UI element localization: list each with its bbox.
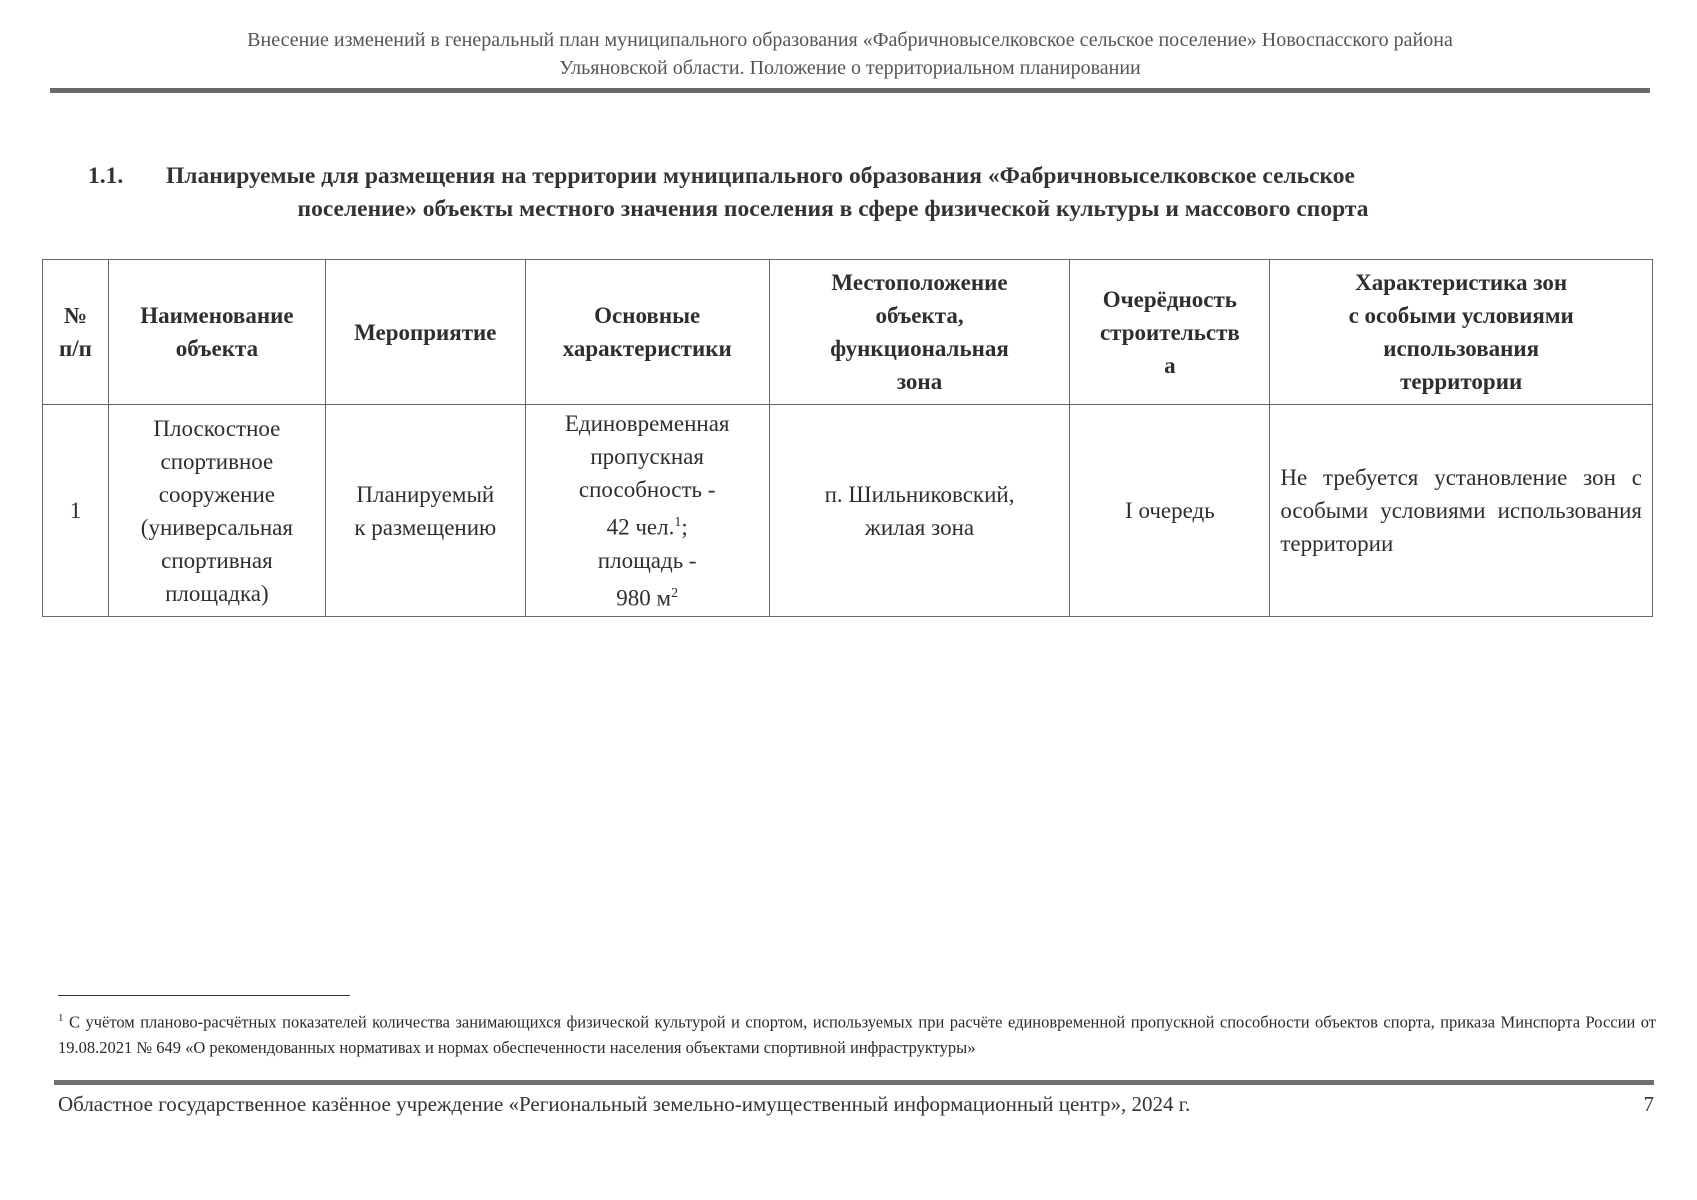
section-title-line-1: Планируемые для размещения на территории муниципального образования «Фабричновыселковское сельское xyxy=(166,163,1355,189)
header-cell-order: Очерёдность строительств а xyxy=(1070,260,1270,405)
cell-construction-order: I очередь xyxy=(1070,405,1270,617)
header-cell-name: Наименование объекта xyxy=(108,260,325,405)
header-line-2: Ульяновской области. Положение о территориальном планировании xyxy=(559,57,1141,79)
objects-table xyxy=(42,259,1653,617)
footer-text: Областное государственное казённое учреждение «Региональный земельно-имущественный информационный центр», 2024 г. xyxy=(58,1092,1191,1116)
footer-divider xyxy=(54,1080,1654,1085)
table-row xyxy=(43,405,1653,617)
cell-zones: Не требуется установление зон с особыми условиями использования территории xyxy=(1270,405,1653,617)
header-cell-zones: Характеристика зон с особыми условиями использования территории xyxy=(1270,260,1653,405)
footnote xyxy=(58,1006,1656,1060)
header-divider xyxy=(50,88,1650,93)
superscript-two: 2 xyxy=(671,585,679,601)
table-header-row xyxy=(43,260,1653,405)
header-cell-number: № п/п xyxy=(43,260,109,405)
running-header xyxy=(50,26,1650,82)
section-number: 1.1. xyxy=(88,163,124,189)
cell-location: п. Шильниковский, жилая зона xyxy=(769,405,1070,617)
page-number: 7 xyxy=(1643,1092,1654,1116)
header-line-1: Внесение изменений в генеральный план муниципального образования «Фабричновыселковское сельское поселение» Новоспасского района xyxy=(247,29,1453,51)
cell-number: 1 xyxy=(43,405,109,617)
footnote-text: С учётом планово-расчётных показателей количества занимающихся физической культурой и спортом, используемых при расчёте единовременной пропускной способности объектов спорта, приказа Минспорта России от 19.08.2021 № 649 «О рекомендованных нормативах и нормах обеспеченности населения объектами спортивной инфраструктуры» xyxy=(58,1012,1657,1057)
header-cell-characteristics: Основные характеристики xyxy=(525,260,769,405)
cell-action: Планируемый к размещению xyxy=(325,405,525,617)
footnote-mark: 1 xyxy=(58,1012,64,1024)
section-title xyxy=(88,160,1628,226)
cell-object-name: Плоскостное спортивное сооружение (универсальная спортивная площадка) xyxy=(108,405,325,617)
running-footer xyxy=(58,1090,1654,1118)
cell-characteristics: Единовременная пропускная способность - 42 чел.$^1$; площадь - 980 $м^2$ xyxy=(525,405,769,617)
header-cell-action: Мероприятие xyxy=(325,260,525,405)
footnote-reference: 1 xyxy=(674,515,682,530)
section-title-line-2: поселение» объекты местного значения поселения в сфере физической культуры и массового спорта xyxy=(297,196,1369,222)
header-cell-location: Местоположение объекта, функциональная зона xyxy=(769,260,1070,405)
footnote-separator xyxy=(58,995,350,996)
